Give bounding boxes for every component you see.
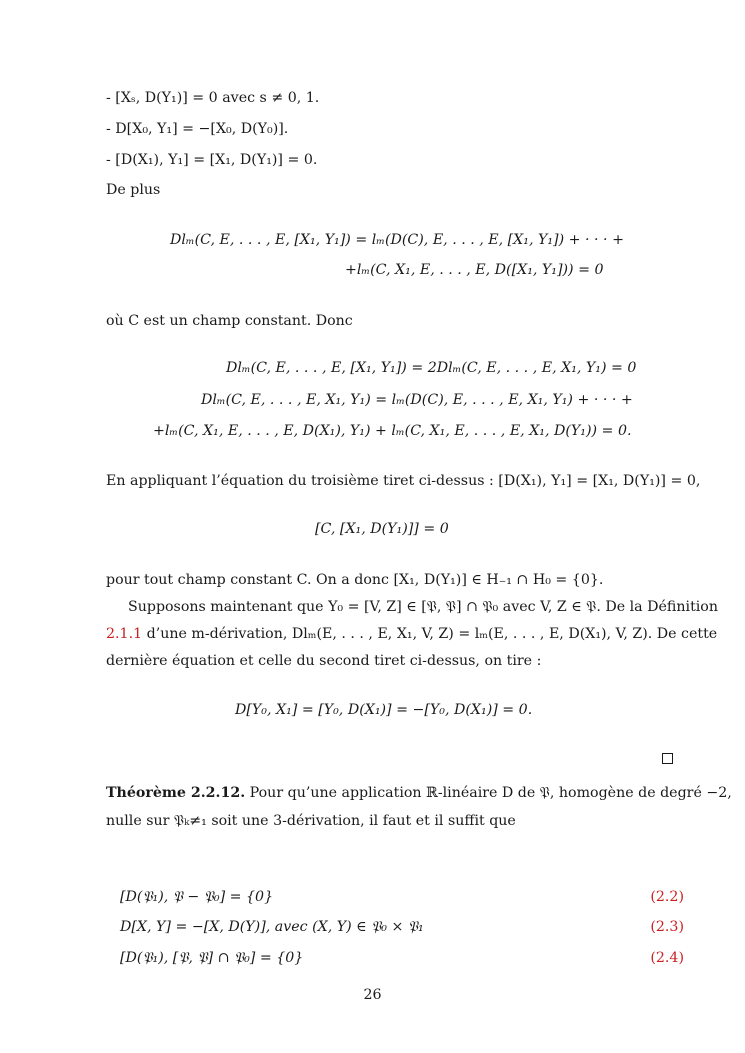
- para-supposons-line-1: Supposons maintenant que Y₀ = [V, Z] ∈ [𝔓, 𝔓] ∩ 𝔓₀ avec V, Z ∈ 𝔓. De la Définition: [128, 599, 718, 615]
- equation-number-2-2[interactable]: (2.2): [650, 889, 684, 905]
- para-supposons-line-3: dernière équation et celle du second tiret ci-dessus, on tire :: [106, 653, 542, 669]
- definition-link[interactable]: 2.1.1: [106, 626, 143, 642]
- equation-2-line-2: Dlₘ(C, E, . . . , E, X₁, Y₁) = lₘ(D(C), E, . . . , E, X₁, Y₁) + · · · +: [201, 392, 633, 408]
- theorem-label: Théorème 2.2.12.: [106, 785, 246, 801]
- text-en-appliquant: En appliquant l’équation du troisième tiret ci-dessus : [D(X₁), Y₁] = [X₁, D(Y₁)] = 0,: [106, 473, 701, 489]
- text-de-plus: De plus: [106, 182, 161, 198]
- bullet-3: - [D(X₁), Y₁] = [X₁, D(Y₁)] = 0.: [106, 152, 318, 168]
- text-ou-c: où C est un champ constant. Donc: [106, 313, 353, 329]
- page-number: 26: [363, 987, 382, 1003]
- para-supposons-line-2: [106, 625, 717, 643]
- equation-number-2-4[interactable]: (2.4): [650, 950, 684, 966]
- theorem-line-2: nulle sur 𝔓ₖ≠₁ soit une 3-dérivation, il faut et il suffit que: [106, 813, 516, 829]
- numbered-equation-2-4: [D(𝔓₁), [𝔓, 𝔓] ∩ 𝔓₀] = {0}: [120, 950, 304, 966]
- text-pour-tout: pour tout champ constant C. On a donc [X₁, D(Y₁)] ∈ H₋₁ ∩ H₀ = {0}.: [106, 572, 604, 588]
- bullet-1: - [Xₛ, D(Y₁)] = 0 avec s ≠ 0, 1.: [106, 90, 320, 106]
- bullet-2: - D[X₀, Y₁] = −[X₀, D(Y₀)].: [106, 121, 289, 137]
- equation-4: D[Y₀, X₁] = [Y₀, D(X₁)] = −[Y₀, D(X₁)] = 0.: [235, 702, 533, 718]
- numbered-equation-2-2: [D(𝔓₁), 𝔓 − 𝔓₀] = {0}: [120, 889, 274, 905]
- theorem-line-1: [106, 784, 732, 802]
- equation-3: [C, [X₁, D(Y₁)]] = 0: [315, 521, 449, 537]
- numbered-equation-2-3: D[X, Y] = −[X, D(Y)], avec (X, Y) ∈ 𝔓₀ × 𝔓₁: [120, 919, 424, 935]
- equation-number-2-3[interactable]: (2.3): [650, 919, 684, 935]
- equation-1-line-1: Dlₘ(C, E, . . . , E, [X₁, Y₁]) = lₘ(D(C), E, . . . , E, [X₁, Y₁]) + · · · +: [170, 232, 624, 248]
- equation-2-line-1: Dlₘ(C, E, . . . , E, [X₁, Y₁]) = 2Dlₘ(C, E, . . . , E, X₁, Y₁) = 0: [226, 360, 637, 376]
- theorem-text-1: Pour qu’une application ℝ-linéaire D de 𝔓, homogène de degré −2,: [245, 785, 732, 801]
- qed-box: [662, 753, 673, 764]
- equation-2-line-3: +lₘ(C, X₁, E, . . . , E, D(X₁), Y₁) + lₘ(C, X₁, E, . . . , E, X₁, D(Y₁)) = 0.: [153, 423, 632, 439]
- para-supposons-line-2-text: d’une m-dérivation, Dlₘ(E, . . . , E, X₁, V, Z) = lₘ(E, . . . , E, D(X₁), V, Z). De cette: [142, 626, 718, 642]
- equation-1-line-2: +lₘ(C, X₁, E, . . . , E, D([X₁, Y₁])) = 0: [345, 262, 604, 278]
